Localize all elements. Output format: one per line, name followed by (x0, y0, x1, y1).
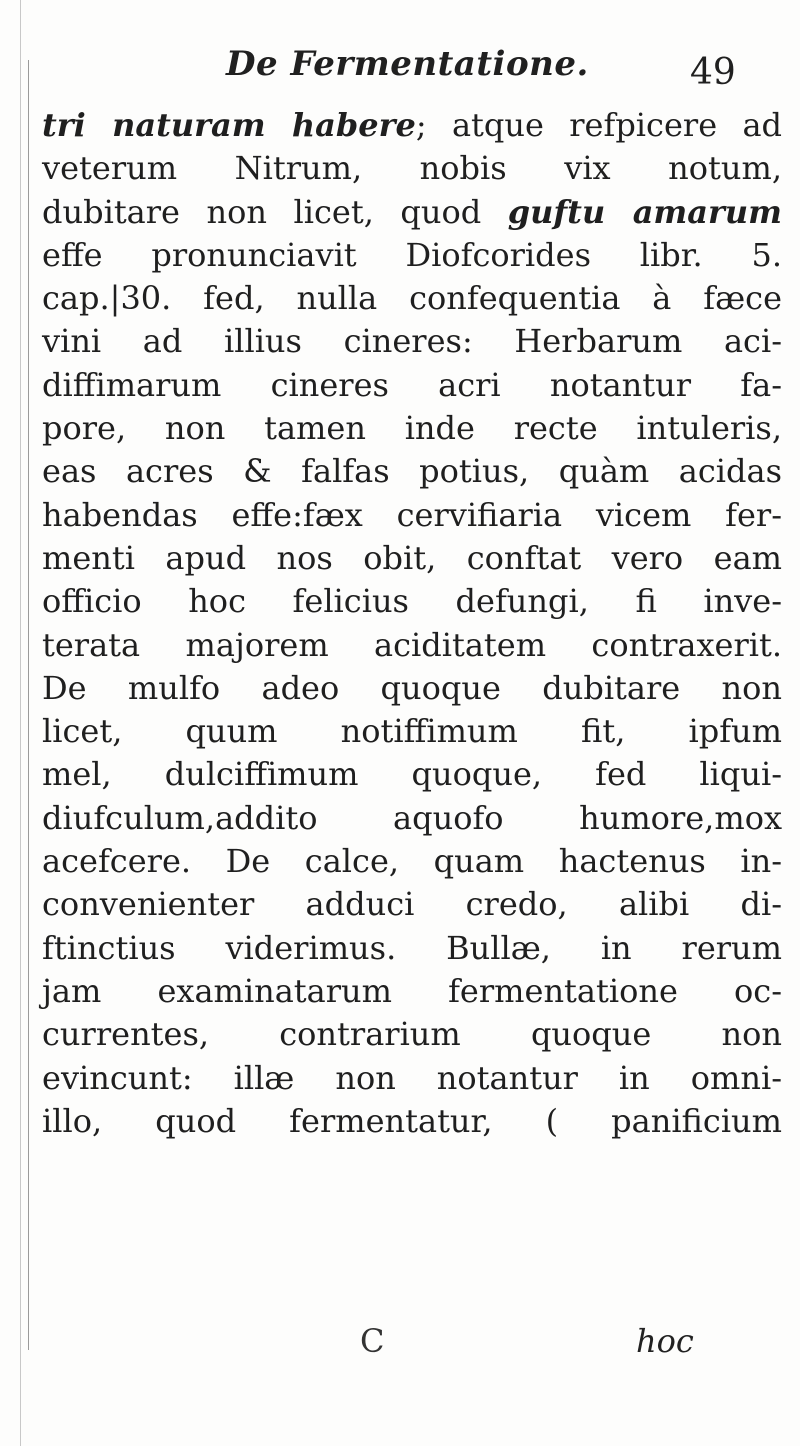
text-line (42, 537, 782, 580)
text-line (42, 624, 782, 667)
text-roman: mel, dulciffimum quoque, fed liqui- (42, 755, 782, 794)
text-roman: ftinctius viderimus. Bullæ, in rerum (42, 928, 782, 967)
text-line (42, 1013, 782, 1056)
text-line (42, 364, 782, 407)
text-roman: diffimarum cineres acri notantur fa- (42, 365, 782, 404)
text-roman: illo, quod fermentatur, ( panificium (42, 1101, 782, 1140)
signature-mark: C (360, 1322, 385, 1360)
page-footer (42, 1322, 782, 1368)
catchword: hoc (636, 1322, 694, 1360)
text-italic: tri naturam habere (42, 106, 416, 144)
text-roman: vini ad illius cineres: Herbarum aci- (42, 322, 782, 361)
text-line (42, 883, 782, 926)
text-roman: acefcere. De calce, quam hactenus in- (42, 842, 782, 881)
text-roman: diufculum,addito aquofo humore,mox (42, 798, 782, 837)
text-roman: veterum Nitrum, nobis vix notum, (42, 149, 782, 188)
text-line (42, 450, 782, 493)
text-line (42, 147, 782, 190)
text-line (42, 1057, 782, 1100)
text-line (42, 970, 782, 1013)
text-line (42, 667, 782, 710)
text-italic: guftu amarum (507, 192, 783, 231)
text-roman: dubitare non licet, quod (42, 192, 508, 231)
running-head: De Fermentatione. (226, 44, 589, 84)
text-line (42, 104, 782, 147)
text-line (42, 1100, 782, 1143)
text-line (42, 840, 782, 883)
text-line (42, 407, 782, 450)
body-text (42, 104, 782, 1143)
gutter-edge (20, 0, 21, 1446)
text-roman: menti apud nos obit, conftat vero eam (42, 538, 782, 577)
text-line (42, 927, 782, 970)
text-roman: eas acres & falfas potius, quàm acidas (42, 452, 782, 491)
text-line (42, 277, 782, 320)
text-roman: cap.|30. fed, nulla confequentia à fæce (42, 279, 782, 318)
text-line (42, 753, 782, 796)
text-roman: habendas effe:fæx cervifiaria vicem fer- (42, 495, 782, 534)
text-roman: pore, non tamen inde recte intuleris, (42, 409, 782, 448)
text-line (42, 580, 782, 623)
text-line (42, 797, 782, 840)
text-roman: effe pronunciavit Diofcorides libr. 5. (42, 235, 782, 274)
text-roman: ; atque refpicere ad (415, 106, 783, 144)
text-roman: officio hoc felicius defungi, fi inve- (42, 582, 782, 621)
text-roman: De mulfo adeo quoque dubitare non (42, 668, 782, 707)
text-roman: evincunt: illæ non notantur in omni- (42, 1058, 782, 1097)
text-line (42, 320, 782, 363)
text-line (42, 494, 782, 537)
text-line (42, 710, 782, 753)
text-line (42, 191, 782, 234)
text-line (42, 234, 782, 277)
text-roman: currentes, contrarium quoque non (42, 1015, 782, 1054)
text-roman: terata majorem aciditatem contraxerit. (42, 625, 782, 664)
text-roman: jam examinatarum fermentatione oc- (42, 971, 782, 1010)
text-roman: licet, quum notiffimum fit, ipfum (42, 712, 782, 751)
gutter-shadow-line (28, 60, 29, 1350)
text-roman: convenienter adduci credo, alibi di- (42, 885, 782, 924)
page-number: 49 (690, 52, 736, 93)
